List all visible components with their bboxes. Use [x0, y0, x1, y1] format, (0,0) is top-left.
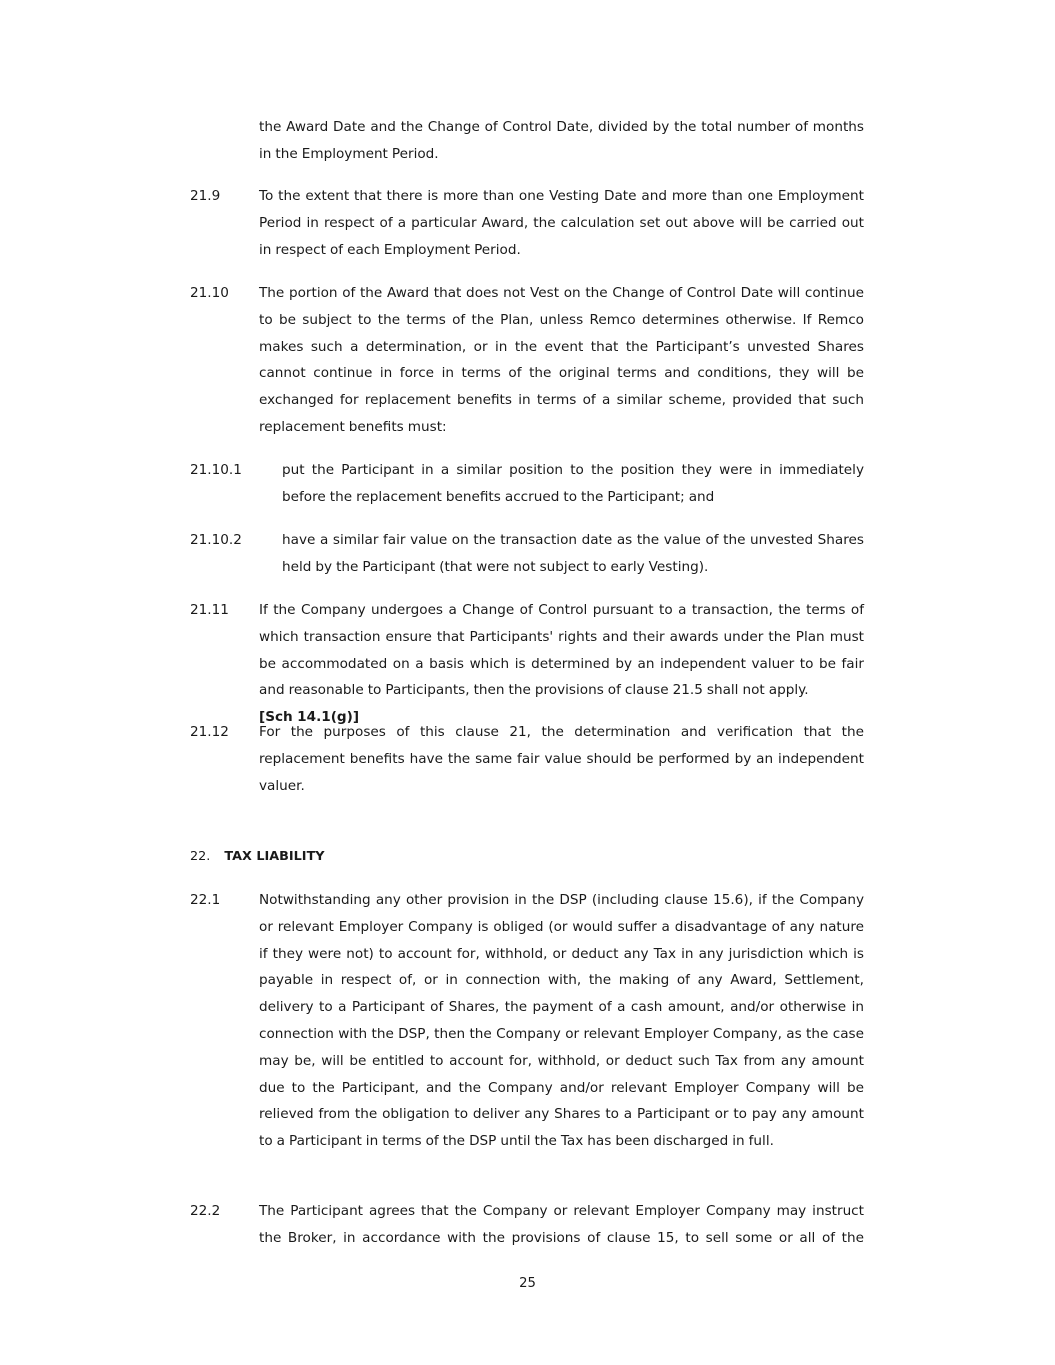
clause-22-1: [190, 887, 864, 1155]
clause-text: The portion of the Award that does not Vest on the Change of Control Date will continue to be subject to the terms of the Plan, unless Remco determines otherwise. If Remco makes such a determination, or in the event that the Participant’s unvested Shares cannot continue in force in terms of the original terms and conditions, they will be exchanged for replacement benefits in terms of a similar scheme, provided that such replacement benefits must:: [259, 285, 864, 435]
schedule-reference: [Sch 14.1(g)]: [259, 709, 360, 726]
clause-number: 22.1: [190, 892, 221, 908]
clause-number: 21.11: [190, 602, 229, 618]
section-title: TAX LIABILITY: [224, 849, 325, 864]
clause-text: The Participant agrees that the Company or relevant Employer Company may instruct the Broker, in accordance with the provisions of clause 15, to sell some or all of the: [259, 1203, 864, 1246]
clause-text: To the extent that there is more than one Vesting Date and more than one Employment Period in respect of a particular Award, the calculation set out above will be carried out in respect of each Employment Period.: [259, 188, 864, 258]
clause-number: 21.10: [190, 285, 229, 301]
clause-text: have a similar fair value on the transaction date as the value of the unvested Shares held by the Participant (that were not subject to early Vesting).: [282, 532, 864, 575]
clause-21-9: [190, 183, 864, 263]
clause-text: Notwithstanding any other provision in the DSP (including clause 15.6), if the Company or relevant Employer Company is obliged (or would suffer a disadvantage of any nature if they were not) to account for, withhold, or deduct any Tax in any jurisdiction which is payable in respect of, or in connection with, the making of any Award, Settlement, delivery to a Participant of Shares, the payment of a cash amount, and/or otherwise in connection with the DSP, then the Company or relevant Employer Company, as the case may be, will be entitled to account for, withhold, or deduct such Tax from any amount due to the Participant, and the Company and/or relevant Employer Company will be relieved from the obligation to deliver any Shares to a Participant or to pay any amount to a Participant in terms of the DSP until the Tax has been discharged in full.: [259, 892, 864, 1150]
clause-21-8-continuation: [190, 114, 864, 168]
clause-text: If the Company undergoes a Change of Control pursuant to a transaction, the terms of which transaction ensure that Participants' rights and their awards under the Plan must be accommodated on a basis which is determined by an independent valuer to be fair and reasonable to Participants, then the provisions of clause 21.5 shall not apply.: [259, 602, 864, 699]
clause-21-11: [190, 597, 864, 731]
clause-number: 21.10.2: [190, 532, 242, 548]
clause-number: 22.2: [190, 1203, 221, 1219]
clause-text: For the purposes of this clause 21, the determination and verification that the replacement benefits have the same fair value should be performed by an independent valuer.: [259, 724, 864, 794]
section-number: 22.: [190, 849, 211, 864]
clause-21-10: [190, 280, 864, 441]
clause-number: 21.10.1: [190, 462, 242, 478]
clause-number: 21.9: [190, 188, 221, 204]
clause-number: 21.12: [190, 724, 229, 740]
clause-22-2: [190, 1198, 864, 1252]
clause-21-12: [190, 719, 864, 799]
clause-text: the Award Date and the Change of Control Date, divided by the total number of months in the Employment Period.: [259, 119, 864, 162]
page-number: 25: [519, 1276, 536, 1291]
clause-21-10-2: [190, 527, 864, 581]
clause-21-10-1: [190, 457, 864, 511]
section-heading-22: [190, 844, 325, 871]
clause-text: put the Participant in a similar position to the position they were in immediately before the replacement benefits accrued to the Participant; and: [282, 462, 864, 505]
